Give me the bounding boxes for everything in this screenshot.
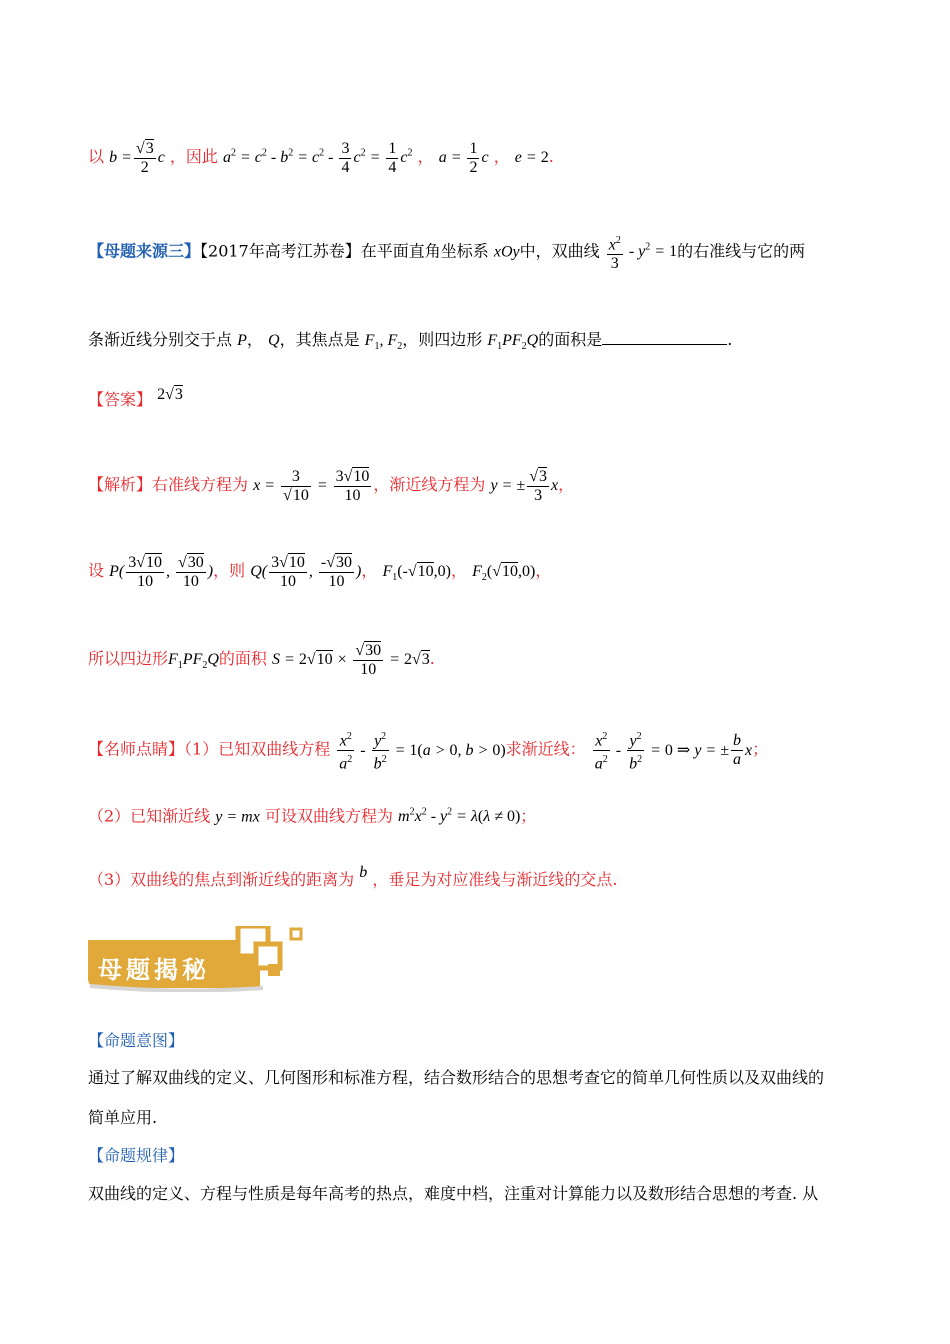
text: （3）双曲线的焦点到渐近线的距离为	[88, 870, 355, 889]
analysis-line3	[88, 642, 862, 679]
tips-line1	[88, 728, 862, 774]
tag-tips: 【名师点睛】	[88, 739, 185, 759]
tag-source3: 【母题来源三】	[88, 241, 201, 261]
source3-line2	[88, 330, 862, 352]
rule-para-1: 双曲线的定义、方程与性质是每年高考的热点，难度中档，注重对计算能力以及数形结合思想的考查. 从	[88, 1184, 819, 1203]
text: （1）已知双曲线方程	[184, 739, 331, 759]
text-period: .	[727, 330, 733, 349]
answer-line	[88, 386, 862, 409]
math-b: b = $\frac{√3}{2}$ c	[109, 140, 165, 176]
text: 的右准线与它的两	[677, 241, 806, 261]
banner-label: 母题揭秘	[98, 956, 210, 984]
text: 的面积是	[538, 330, 603, 349]
math-a: a = $\frac{1}{2}$ c	[438, 140, 489, 176]
text: ；	[520, 806, 537, 826]
text: ，	[246, 330, 263, 349]
text: ，则	[213, 561, 246, 581]
tips-line3	[88, 864, 862, 889]
math-answer: 2√3	[157, 386, 183, 403]
text: 中，双曲线	[519, 241, 600, 261]
analysis-line1	[88, 468, 862, 505]
math-std-hyperbola: $\frac{x^2}{a^2}$ - $\frac{y^2}{b^2}$ = 1(a > 0, b > 0)	[335, 742, 505, 759]
text: 在平面直角坐标系	[360, 241, 489, 261]
text: ，其焦点是	[279, 330, 360, 349]
math-quad: $F_1PF_2Q$	[487, 332, 539, 353]
math-family: $m^2x^2 - y^2 = \lambda(\lambda \ne 0)$	[398, 807, 521, 826]
math-directrix: x = $\frac{3}{√10}$ = $\frac{3√10}{10}$	[253, 468, 370, 504]
math-quad2: $F_1PF_2Q$	[168, 651, 219, 672]
math-area: S = 2√10 × $\frac{√30}{10}$ = 2√3	[272, 642, 430, 678]
text: 条渐近线分别交于点	[88, 330, 233, 349]
text: 设	[88, 561, 105, 581]
text-period: .	[548, 147, 554, 167]
math-e: e = 2	[514, 149, 549, 167]
text: ，	[558, 475, 575, 495]
math-q: Q	[268, 332, 280, 349]
math-point-p: P( $\frac{3√10}{10}$ , $\frac{√30}{10}$ )	[109, 554, 214, 590]
text-comma: ，	[417, 147, 434, 167]
text: 求渐近线：	[505, 739, 586, 759]
text-lead: 以	[88, 147, 105, 167]
tips-line2	[88, 808, 862, 825]
math-asym-mx: y = mx	[215, 808, 260, 826]
math-asym-derive: $\frac{x^2}{a^2}$ - $\frac{y^2}{b^2}$ = 0 ⇒ y = ± $\frac{b}{a}$ x	[591, 742, 752, 759]
text-comma: ，	[493, 147, 510, 167]
math-xoy: xOy	[493, 243, 520, 261]
math-asymptote: y = ± $\frac{√3}{3}$ x	[490, 468, 559, 504]
math-point-q: Q( $\frac{3√10}{10}$ , $\frac{-√30}{10}$ )	[250, 554, 362, 590]
text: ，	[361, 561, 378, 581]
math-foci: $F_1$, $F_2$	[364, 332, 403, 353]
math-f1: $F_1(-√10,0)$	[382, 563, 451, 584]
text: ；	[752, 739, 769, 759]
text-period: .	[429, 649, 435, 669]
exam-label: 【2017年高考江苏卷】	[200, 241, 361, 261]
math-p: P	[237, 332, 247, 349]
math-a2: $a^2 = c^2 - b^2 = c^2$ - $\frac{3}{4}$ $c^2$ = $\frac{1}{4}$ $c^2$	[223, 140, 413, 176]
math-f2: $F_2(√10,0)$	[472, 563, 536, 584]
text-therefore: ，因此	[169, 147, 218, 167]
text: ，则四边形	[402, 330, 483, 349]
tag-analysis: 【解析】	[88, 475, 153, 495]
analysis-line2	[88, 554, 862, 591]
math-hyperbola: $\frac{x^2}{3}$ - $y^2 = 1$	[605, 243, 677, 260]
text: 所以四边形	[88, 649, 169, 669]
line-solution-tail	[88, 140, 862, 177]
intent-para-2: 简单应用.	[88, 1108, 158, 1127]
text: ，渐近线方程为	[373, 475, 486, 495]
tag-answer: 【答案】	[88, 390, 153, 409]
text: 的面积	[218, 649, 267, 669]
intent-para-1: 通过了解双曲线的定义、几何图形和标准方程，结合数形结合的思想考查它的简单几何性质以及双曲线的	[88, 1068, 825, 1087]
text: ，	[450, 561, 467, 581]
source3-line1	[88, 232, 862, 273]
text: ，	[535, 561, 552, 581]
tag-intent: 【命题意图】	[88, 1031, 185, 1050]
math-b-dist: b	[359, 864, 368, 881]
text: 可设双曲线方程为	[264, 806, 393, 826]
answer-blank	[602, 330, 727, 345]
text: （2）已知渐近线	[88, 806, 211, 826]
section-banner	[88, 926, 312, 992]
tag-rule: 【命题规律】	[88, 1146, 185, 1165]
text: ，垂足为对应准线与渐近线的交点.	[372, 870, 618, 889]
text: 右准线方程为	[152, 475, 249, 495]
